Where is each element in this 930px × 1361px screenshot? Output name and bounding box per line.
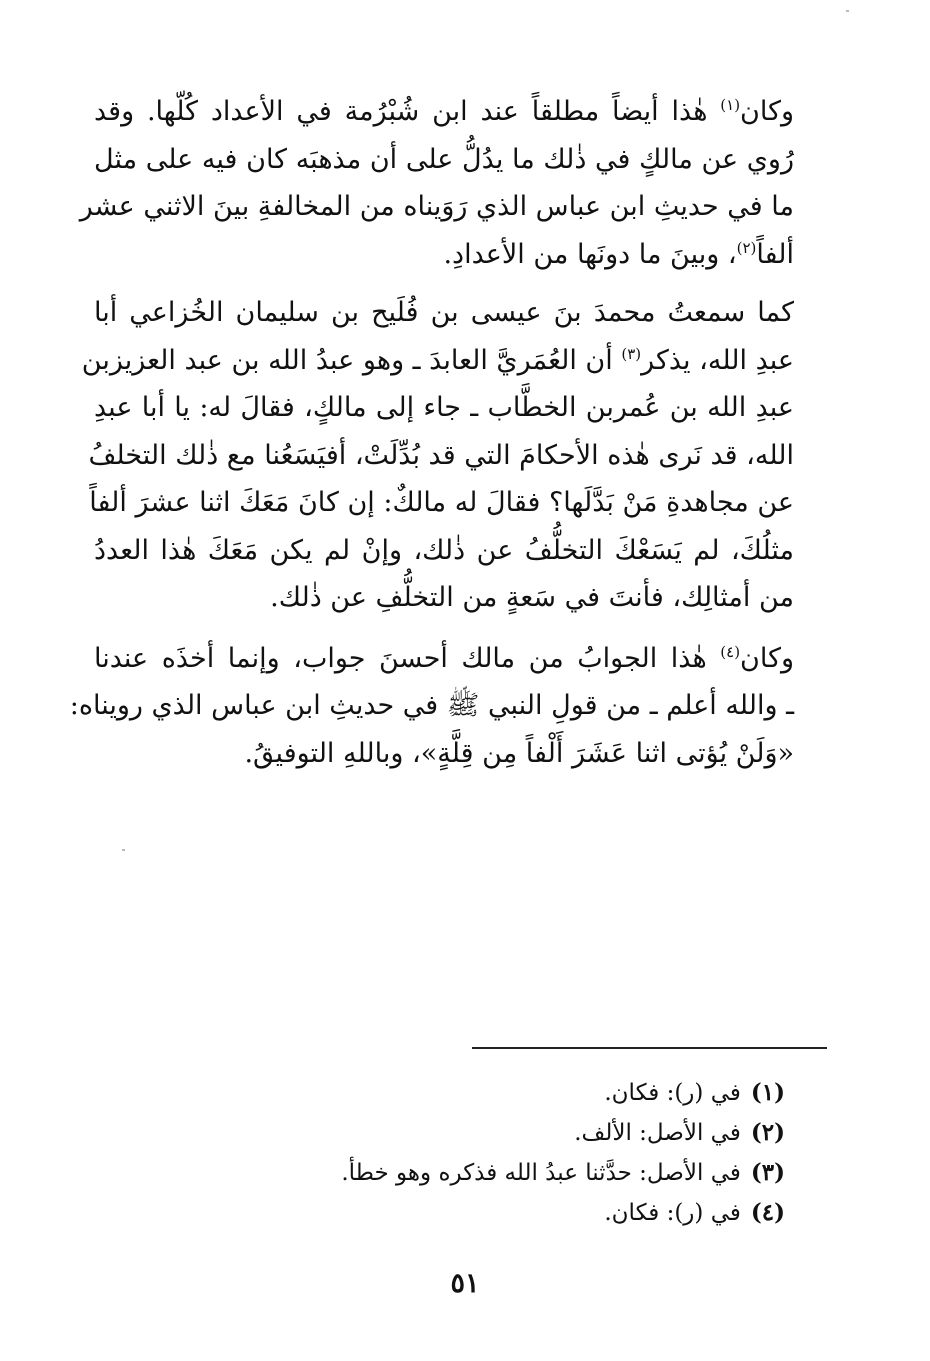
text-line: «وَلَنْ يُؤتى اثنا عَشَرَ أَلْفاً مِن قِلَّةٍ»، وباللهِ التوفيقُ. (244, 737, 794, 769)
footnote-ref: (٤) (720, 642, 741, 661)
text-line: مثلُكَ، لم يَسَعْكَ التخلُّفُ عن ذٰلك، وإنْ لم يكن مَعَكَ هٰذا العددُ (94, 534, 794, 566)
text-line: عبدِ الله بن عُمربن الخطَّاب ـ جاء إلى مالكٍ، فقالَ له: يا أبا عبدِ (94, 392, 794, 423)
footnotes-list (285, 1074, 785, 1234)
footnote-item (285, 1074, 785, 1112)
footnote-number: (١) (750, 1079, 785, 1106)
paragraph-1 (79, 88, 830, 278)
footnote-ref: (٣) (621, 344, 642, 363)
text-line: كما سمعتُ محمدَ بنَ عيسى بن فُلَيح بن سليمان الخُزاعي أبا (94, 297, 794, 328)
footnote-item (285, 1154, 785, 1192)
text-line: الله، قد نَرى هٰذه الأحكامَ التي قد بُدِّلَتْ، أفيَسَعُنا مع ذٰلك التخلفُ (88, 439, 794, 471)
footnote-number: (٣) (750, 1159, 785, 1186)
text-line: ما في حديثِ ابن عباس الذي رَوَيناه من المخالفةِ بينَ الاثني عشر (79, 191, 794, 222)
footnote-text: في الأصل: حدَّثنا عبدُ الله فذكره وهو خطأ. (341, 1160, 741, 1186)
text-line: وكان$^{(٤)}$ هٰذا الجوابُ من مالك أحسنَ جواب، وإنما أخذَه عندنا (94, 642, 794, 674)
page-number: ٥١ (450, 1268, 480, 1299)
text-line: عبدِ الله، يذكر$^{(٣)}$ أن العُمَريَّ العابدَ ـ وهو عبدُ الله بن عبد العزيزبن (81, 344, 794, 376)
footnote-item (285, 1194, 785, 1232)
paragraph-2 (81, 289, 830, 622)
text-line: وكان$^{(١)}$ هٰذا أيضاً مطلقاً عند ابن شُبْرُمة في الأعداد كُلّها. وقد (94, 96, 794, 127)
footnote-separator (472, 1047, 827, 1049)
text-line: عن مجاهدةِ مَنْ بَدَّلَها؟ فقالَ له مالكٌ: إن كانَ مَعَكَ اثنا عشرَ ألفاً (89, 487, 794, 518)
footnote-number: (٢) (750, 1119, 785, 1146)
text-line: من أمثالِك، فأنتَ في سَعةٍ من التخلُّفِ عن ذٰلك. (270, 582, 794, 613)
scan-speck (846, 10, 849, 12)
footnote-text: في الأصل: الألف. (574, 1120, 741, 1146)
footnote-text: في (ر): فكان. (604, 1200, 741, 1226)
footnote-ref: (٢) (736, 238, 757, 257)
footnote-number: (٤) (750, 1199, 785, 1226)
footnote-text: في (ر): فكان. (604, 1080, 741, 1106)
footnote-item (285, 1114, 785, 1152)
text-line: رُوي عن مالكٍ في ذٰلك ما يدُلُّ على أن مذهبَه كان فيه على مثل (94, 143, 794, 175)
paragraph-3 (69, 635, 830, 778)
text-line: ـ والله أعلم ـ من قولِ النبي ﷺ في حديثِ ابن عباس الذي رويناه: (69, 690, 794, 721)
scan-speck (122, 849, 125, 851)
main-text (69, 88, 830, 777)
footnote-ref: (١) (720, 96, 741, 114)
text-line: ألفاً$^{(٢)}$، وبينَ ما دونَها من الأعدادِ. (443, 238, 794, 270)
